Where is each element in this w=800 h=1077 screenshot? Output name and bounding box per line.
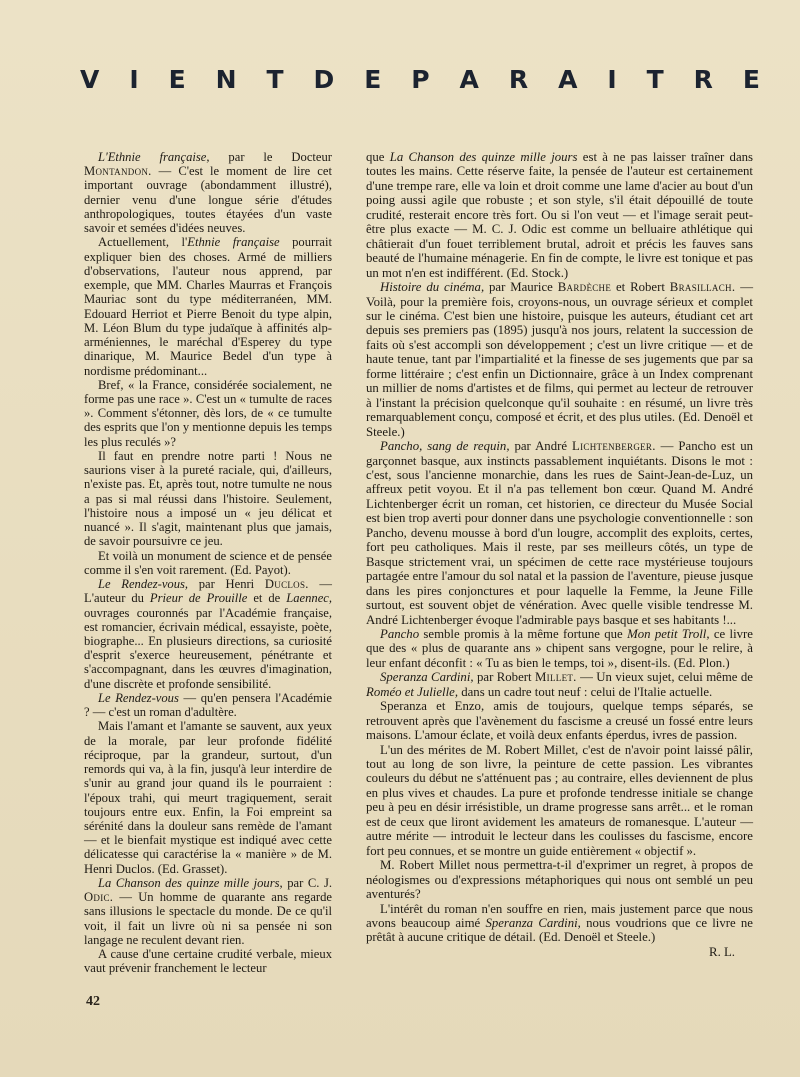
text-run: ouvrages couronnés par l'Académie française, est romancier, écrivain médical, essayiste, poète, biographe... En plusieurs directions, sa curiosité d'esprit s'exerce heureusement, pénétrante et s'accompagnant, dans les œuvres d'imagination, d'une discrète et profonde sensibilité. [84,605,332,691]
section-title [80,62,760,96]
title-letter: V [80,64,100,94]
left-column [84,150,332,976]
text-run: par André [509,439,572,454]
text-run: Actuellement, l' [98,235,188,250]
text-run: par C. J. [282,875,332,890]
title-letter: I [607,64,617,94]
title-letter: D [313,64,335,94]
text-run: par Robert [473,670,535,685]
title-letter: R [693,64,713,94]
author-name: Duclos. [264,577,309,592]
text-run: nous voudrions que ce livre ne prêtât à aucune critique de détail. (Ed. Denoël et Steele.) [366,916,753,945]
paragraph: A cause d'une certaine crudité verbale, mieux vaut prévenir franchement le lecteur [84,947,332,976]
right-column [366,150,753,959]
author-name: Montandon. [84,164,152,179]
review-rendez-vous [84,577,332,691]
title-letter: E [742,64,760,94]
book-title: Prieur de Prouille [149,591,248,606]
review-chanson [84,876,332,947]
paragraph [366,627,753,670]
paragraph: M. Robert Millet nous permettra-t-il d'exprimer un regret, à propos de néologismes ou d'expressions métaphoriques qui nous ont semblé un peu aventurés? [366,858,753,902]
title-letter: A [459,64,479,94]
book-title: Pancho, sang de requin, [380,439,510,454]
text-run: — Voilà, pour la première fois, croyons-nous, un ouvrage sérieux et complet sur le cinéma. C'est bien une histoire, puisque les auteurs, étudiant cet art depuis ses premiers pas (1895) jusqu'à nos jours, relatent la succession de faits où s'est accompli son développement ; c'est un livre critique — et de haute tenue, tant par l'impartialité et la finesse de ses jugements que par sa forme littéraire ; c'est enfin un Dictionnaire, grâce à un Index comprenant un millier de noms d'artistes et de films, qui permet au lecteur de retrouver à l'instant la précision quelconque qu'il souhaite : en résumé, un livre très remarquablement conçu, composé et écrit, et des plus utiles. (Ed. Denoël et Steele.) [366,280,753,439]
text-run: ce livre que des « plus de quarante ans » chipent sans vergogne, pour le relire, à leur enfant déconfit : « Tu as bien le temps, toi », disent-ils. (Ed. Plon.) [366,626,753,670]
book-title: La Chanson des quinze mille jours [389,150,578,164]
book-title: Speranza Cardini, [380,670,474,685]
signature: R. L. [709,944,735,959]
book-title: Laennec, [286,591,333,606]
book-title: Ethnie française [187,235,280,250]
title-letter: E [364,64,382,94]
review-histoire-cinema [366,280,753,439]
title-letter: E [168,64,186,94]
text-run: — Un vieux sujet, celui même de [576,670,753,685]
paragraph: Il faut en prendre notre parti ! Nous ne saurions viser à la pureté raciale, qui, d'ailleurs, n'existe pas. Et, après tout, notre tumulte ne nous a pas si mal réussi dans l'histoire. Seulement, l'histoire nous a imposé un « jeu délicat et nuancé ». Il s'agit, maintenant plus que jamais, de savoir poursuivre ce jeu. [84,448,332,549]
text-run: et Robert [611,280,670,295]
paragraph: Speranza et Enzo, amis de toujours, quelque temps séparés, se retrouvent après que l'avènement du fascisme a creusé un fossé entre leurs maisons. L'amour éclate, et voilà deux enfants éperdus, ivres de passion. [366,699,753,743]
book-title: L'Ethnie française, [98,150,210,164]
title-letter: N [215,64,237,94]
book-title: Histoire du cinéma, [380,280,485,295]
review-pancho [366,439,753,627]
page-number: 42 [86,994,100,1009]
title-letter: A [558,64,578,94]
paragraph [366,150,753,280]
text-run: par Henri [188,577,265,592]
text-run: semble promis à la même fortune que [419,626,628,641]
book-title: Mon petit Troll, [627,626,710,641]
book-title: Le Rendez-vous [98,690,179,705]
paragraph: L'un des mérites de M. Robert Millet, c'est de n'avoir point laissé pâlir, tout au long de son livre, la peinture de cette passion. Les vibrantes couleurs du début ne s'atténuent pas ; au contraire, elles deviennent de plus en plus vives et chaudes. La pure et profonde tendresse initiale se change peu à peu en désir irrésistible, un drame progresse sans arrêt... et le roman est de ceux que liront avidement les amateurs de romanesque. L'auteur — autre mérite — introduit le lecteur dans les coulisses du fascisme, encore fort peu connues, et se montre un guide entièrement « objectif ». [366,742,753,858]
text-run: est à ne pas laisser traîner dans toutes les mains. Cette réserve faite, la pensée de l'auteur est certainement d'une trempe rare, elle va loin et droit comme une lame d'acier au bout d'un poing aussi agile que robuste ; et son style, s'il était dépouillé de toute crudité, resterait encore très fort. Ou si l'on veut — et l'image serait peut-être plus exacte — M. C. J. Odic est comme un belluaire athlétique qui châtierait d'un fouet terriblement brutal, adroit et précis les fauves sans beauté de l'humaine ménagerie. En fin de compte, le livre est tonique et pas un mot n'en est indifférent. (Ed. Stock.) [366,150,753,280]
author-name: Odic. [84,890,114,905]
paragraph [84,691,332,719]
book-title: Roméo et Julielle, [366,684,459,699]
title-letter: P [411,64,430,94]
book-title: Le Rendez-vous, [98,577,189,592]
review-ethnie [84,150,332,235]
text-run: dans un cadre tout neuf : celui de l'Italie actuelle. [458,684,713,699]
book-title: La Chanson des quinze mille jours, [98,875,283,890]
paragraph [84,235,332,377]
author-name: Brasillach. [669,280,736,295]
book-title: Speranza Cardini, [485,916,581,931]
review-speranza [366,670,753,699]
text-run: — L'auteur du [84,577,333,606]
title-letter: R [508,64,529,94]
text-run: — C'est le moment de lire cet important ouvrage (abondamment illustré), dernier venu d'une longue série d'études anthropologiques, toutes étayées d'un vaste savoir et semées d'idées neuves. [84,164,332,236]
text-run: L'intérêt du roman n'en souffre en rien, mais justement parce que nous avons beaucoup aimé [366,901,753,931]
author-name: Millet. [535,670,577,685]
text-run: — Pancho est un garçonnet basque, aux instincts passablement inquiétants. Disons le mot : c'est, sous l'ancienne monarchie, dans les rues de Saint-Jean-de-Luz, un affreux petit voyou. Et il n'a pas tellement bon cœur. Quand M. André Lichtenberger écrit un roman, cet historien, ce directeur du Musée Social est bien trop averti pour donner dans une psychologie conventionnelle : son Pancho, devenu mousse à bord d'un lougre, accomplit des exploits, certes, fort peu catholiques. Mais il reste, par ses meilleurs côtés, un type de Basque strictement vrai, un spécimen de cette race mystérieuse toujours partagée entre l'amour du sol natal et la passion de l'aventure, pieuse jusque dans les pires conjonctures et pour laquelle la Femme, la Jeune Fille surtout, est souvent objet de vénération. Avec quelle visible tendresse M. André Lichtenberger évoque l'admirable pays basque et ses habitants !... [366,439,754,627]
paragraph: Bref, « la France, considérée socialement, ne forme pas une race ». C'est un « tumulte de races ». Comment s'étonner, dès lors, de « ce tumulte des esprits que l'on y mentionne depuis les temps les plus reculés »? [84,377,332,449]
text-run: pourrait expliquer bien des choses. Armé de milliers d'observations, l'auteur nous apprend, par exemple, que MM. Charles Maurras et François Mauriac sont du type méditerranéen, MM. Edouard Herriot et Pierre Benoit du type alpin, M. Léon Blum du type judaïque à affinités alp-arméniennes, le maréchal d'Esperey du type dinarique, M. Maurice Bedel d'un type à nordisme prédominant... [84,235,332,378]
title-letter: T [266,64,284,94]
author-name: Bardèche [557,280,612,295]
text-run: — qu'en pensera l'Académie ? — c'est un roman d'adultère. [84,690,332,720]
book-title: Pancho [380,626,420,641]
paragraph: Mais l'amant et l'amante se sauvent, aux yeux de la morale, par leur profonde fidélité réciproque, par la grandeur, surtout, d'un remords qui va, à la fin, jusqu'à leur interdire de s'unir au grand jour quand ils le pourraient : l'époux trahi, qui meurt tragiquement, serait toujours entre eux. Enfin, la Foi empreint sa sérénité dans la douleur sans remède de l'amant — et le bienfait mystique est indiqué avec cette délicatesse qui caractérise la « manière » de M. Henri Duclos. (Ed. Grasset). [84,719,332,876]
title-letter: I [129,64,139,94]
text-run: par Maurice [484,280,558,295]
text-run: que [366,150,390,164]
title-letter: T [646,64,664,94]
paragraph [366,902,753,945]
paragraph: Et voilà un monument de science et de pensée comme il s'en voit rarement. (Ed. Payot). [84,548,332,577]
text-run: par le Docteur [209,150,332,164]
author-name: Lichtenberger. [572,439,656,454]
text-run: et de [247,591,287,606]
text-run: — Un homme de quarante ans regarde sans illusions le spectacle du monde. De ce qu'il voit, il fait un livre où ni sa pensée ni son langage ne reculent devant rien. [84,890,332,947]
